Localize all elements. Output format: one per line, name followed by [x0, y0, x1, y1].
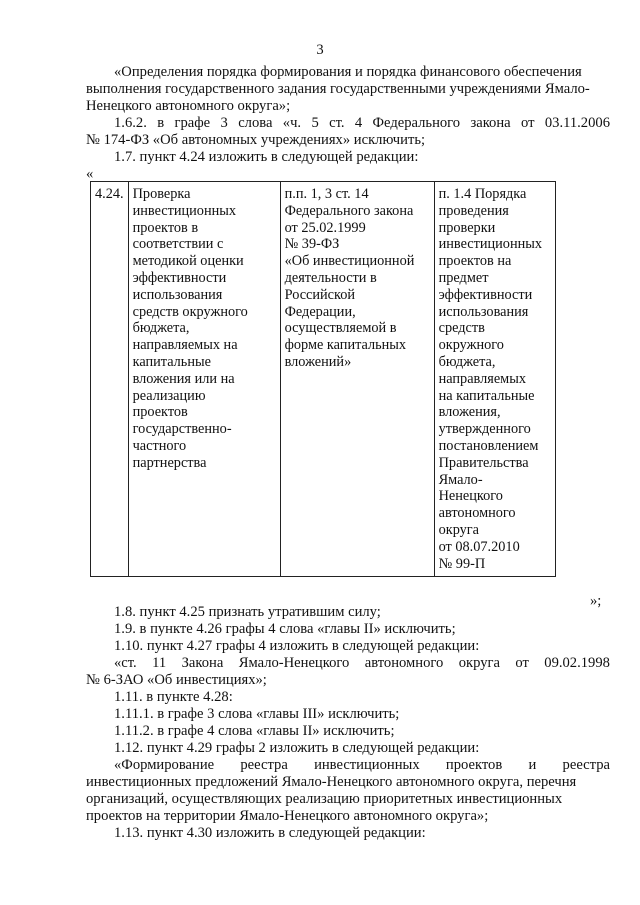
- word: 3: [220, 115, 228, 131]
- word: ст.: [329, 115, 345, 131]
- cell-line: № 39-ФЗ: [284, 236, 340, 253]
- word: закона: [470, 115, 511, 131]
- top-paragraphs: [86, 64, 610, 166]
- cell-line: Российской: [284, 286, 356, 303]
- cell-line: от 08.07.2010: [438, 538, 520, 555]
- text-line: 1.10. пункт 4.27 графы 4 изложить в следующей редакции:: [114, 638, 480, 654]
- word: автономного: [364, 655, 444, 671]
- cell-line: эффективности: [132, 269, 227, 286]
- cell-line: вложения,: [438, 404, 501, 421]
- word: Ямало-Ненецкого: [238, 655, 350, 671]
- cell-line: проведения: [438, 202, 509, 219]
- text-line: № 174-ФЗ «Об автономных учреждениях» исключить;: [86, 132, 426, 148]
- text-line: 1.8. пункт 4.25 признать утратившим силу;: [114, 604, 381, 620]
- cell-line: «Об инвестиционной: [284, 253, 415, 270]
- cell-line: направляемых: [438, 370, 526, 387]
- text-line: проектов на территории Ямало-Ненецкого автономного округа»;: [86, 808, 489, 824]
- text-line: [86, 655, 610, 672]
- word: 1.6.2.: [114, 115, 147, 131]
- bottom-paragraphs: [86, 604, 610, 842]
- cell-line: проектов на: [438, 253, 512, 270]
- word: реестра: [240, 757, 288, 773]
- cell-line: средств: [438, 320, 485, 337]
- cell-line: окружного: [438, 337, 504, 354]
- text-line: выполнения государственного задания государственными учреждениями Ямало-: [86, 81, 590, 97]
- cell-line: автономного: [438, 505, 516, 522]
- opening-quote: «: [86, 166, 94, 182]
- cell-line: на капитальные: [438, 387, 535, 404]
- word: и: [528, 757, 537, 773]
- page-number: 3: [316, 42, 324, 58]
- cell-line: бюджета,: [132, 320, 190, 337]
- cell-line: частного: [132, 437, 187, 454]
- word: реестра: [562, 757, 610, 773]
- cell-line: эффективности: [438, 286, 533, 303]
- cell-line: Проверка: [132, 186, 191, 202]
- text-line: [86, 757, 610, 774]
- word: «ст.: [114, 655, 137, 671]
- text-line: 1.11.2. в графе 4 слова «главы II» исключить;: [114, 723, 395, 739]
- word: округа: [458, 655, 500, 671]
- cell-line: Ненецкого: [438, 488, 503, 505]
- cell-line: осуществляемой в: [284, 320, 397, 337]
- cell-line: № 99-П: [438, 555, 486, 572]
- cell-line: бюджета,: [438, 353, 496, 370]
- item-number: 4.24.: [95, 186, 124, 202]
- text-line: 1.7. пункт 4.24 изложить в следующей редакции:: [114, 149, 419, 165]
- text-line: 1.9. в пункте 4.26 графы 4 слова «главы II» исключить;: [114, 621, 456, 637]
- cell-line: Правительства: [438, 454, 529, 471]
- word: инвестиционных: [314, 757, 420, 773]
- cell-line: инвестиционных: [132, 202, 237, 219]
- cell-line: п. 1.4 Порядка: [438, 186, 527, 202]
- word: «ч.: [282, 115, 302, 131]
- cell-line: инвестиционных: [438, 236, 543, 253]
- cell-line: округа: [438, 521, 480, 538]
- word: 4: [354, 115, 363, 131]
- cell-line: вложений»: [284, 353, 352, 370]
- text-line: Ненецкого автономного округа»;: [86, 98, 291, 114]
- word: графе: [174, 115, 211, 131]
- word: 03.11.2006: [544, 115, 610, 131]
- text-line: 1.12. пункт 4.29 графы 2 изложить в следующей редакции:: [114, 740, 480, 756]
- text-line: 1.13. пункт 4.30 изложить в следующей редакции:: [114, 825, 426, 841]
- legal-basis-cell: [280, 182, 434, 577]
- cell-line: Ямало-: [438, 471, 483, 488]
- word: слова: [238, 115, 273, 131]
- text-line: организаций, осуществляющих реализацию приоритетных инвестиционных: [86, 791, 563, 807]
- cell-line: Федерации,: [284, 303, 356, 320]
- word: Закона: [181, 655, 224, 671]
- cell-line: Федерального закона: [284, 202, 414, 219]
- word: от: [521, 115, 535, 131]
- cell-line: использования: [438, 303, 529, 320]
- cell-line: проектов в: [132, 219, 199, 236]
- word: от: [515, 655, 529, 671]
- cell-line: партнерства: [132, 454, 207, 471]
- cell-line: п.п. 1, 3 ст. 14: [284, 186, 369, 202]
- text-line: инвестиционных предложений Ямало-Ненецкого автономного округа, перечня: [86, 774, 577, 790]
- cell-line: постановлением: [438, 437, 539, 454]
- amendment-table: [90, 181, 556, 577]
- word: «Формирование: [114, 757, 215, 773]
- cell-line: форме капитальных: [284, 337, 407, 354]
- text-line: № 6-ЗАО «Об инвестициях»;: [86, 672, 267, 688]
- word: 09.02.1998: [544, 655, 610, 671]
- cell-line: методикой оценки: [132, 253, 244, 270]
- cell-line: проектов: [132, 404, 188, 421]
- cell-line: направляемых на: [132, 337, 238, 354]
- activity-cell: [128, 182, 280, 577]
- cell-line: утвержденного: [438, 421, 531, 438]
- item-number-cell: [91, 182, 129, 577]
- word: в: [157, 115, 165, 131]
- text-line: 1.11. в пункте 4.28:: [114, 689, 233, 705]
- word: 11: [152, 655, 167, 671]
- text-line: 1.11.1. в графе 3 слова «главы III» исключить;: [114, 706, 400, 722]
- cell-line: реализацию: [132, 387, 206, 404]
- cell-line: использования: [132, 286, 223, 303]
- closing-quote: »;: [590, 593, 602, 609]
- text-line: «Определения порядка формирования и порядка финансового обеспечения: [114, 64, 582, 80]
- cell-line: от 25.02.1999: [284, 219, 366, 236]
- text-line: [86, 115, 610, 132]
- word: проектов: [445, 757, 503, 773]
- cell-line: государственно-: [132, 421, 232, 438]
- cell-line: средств окружного: [132, 303, 248, 320]
- cell-line: деятельности в: [284, 269, 377, 286]
- word: Федерального: [372, 115, 461, 131]
- cell-line: проверки: [438, 219, 496, 236]
- cell-line: вложения или на: [132, 370, 235, 387]
- word: 5: [311, 115, 319, 131]
- cell-line: соответствии с: [132, 236, 224, 253]
- cell-line: капитальные: [132, 353, 211, 370]
- regulation-cell: [434, 182, 555, 577]
- cell-line: предмет: [438, 269, 489, 286]
- table-row: [91, 182, 556, 577]
